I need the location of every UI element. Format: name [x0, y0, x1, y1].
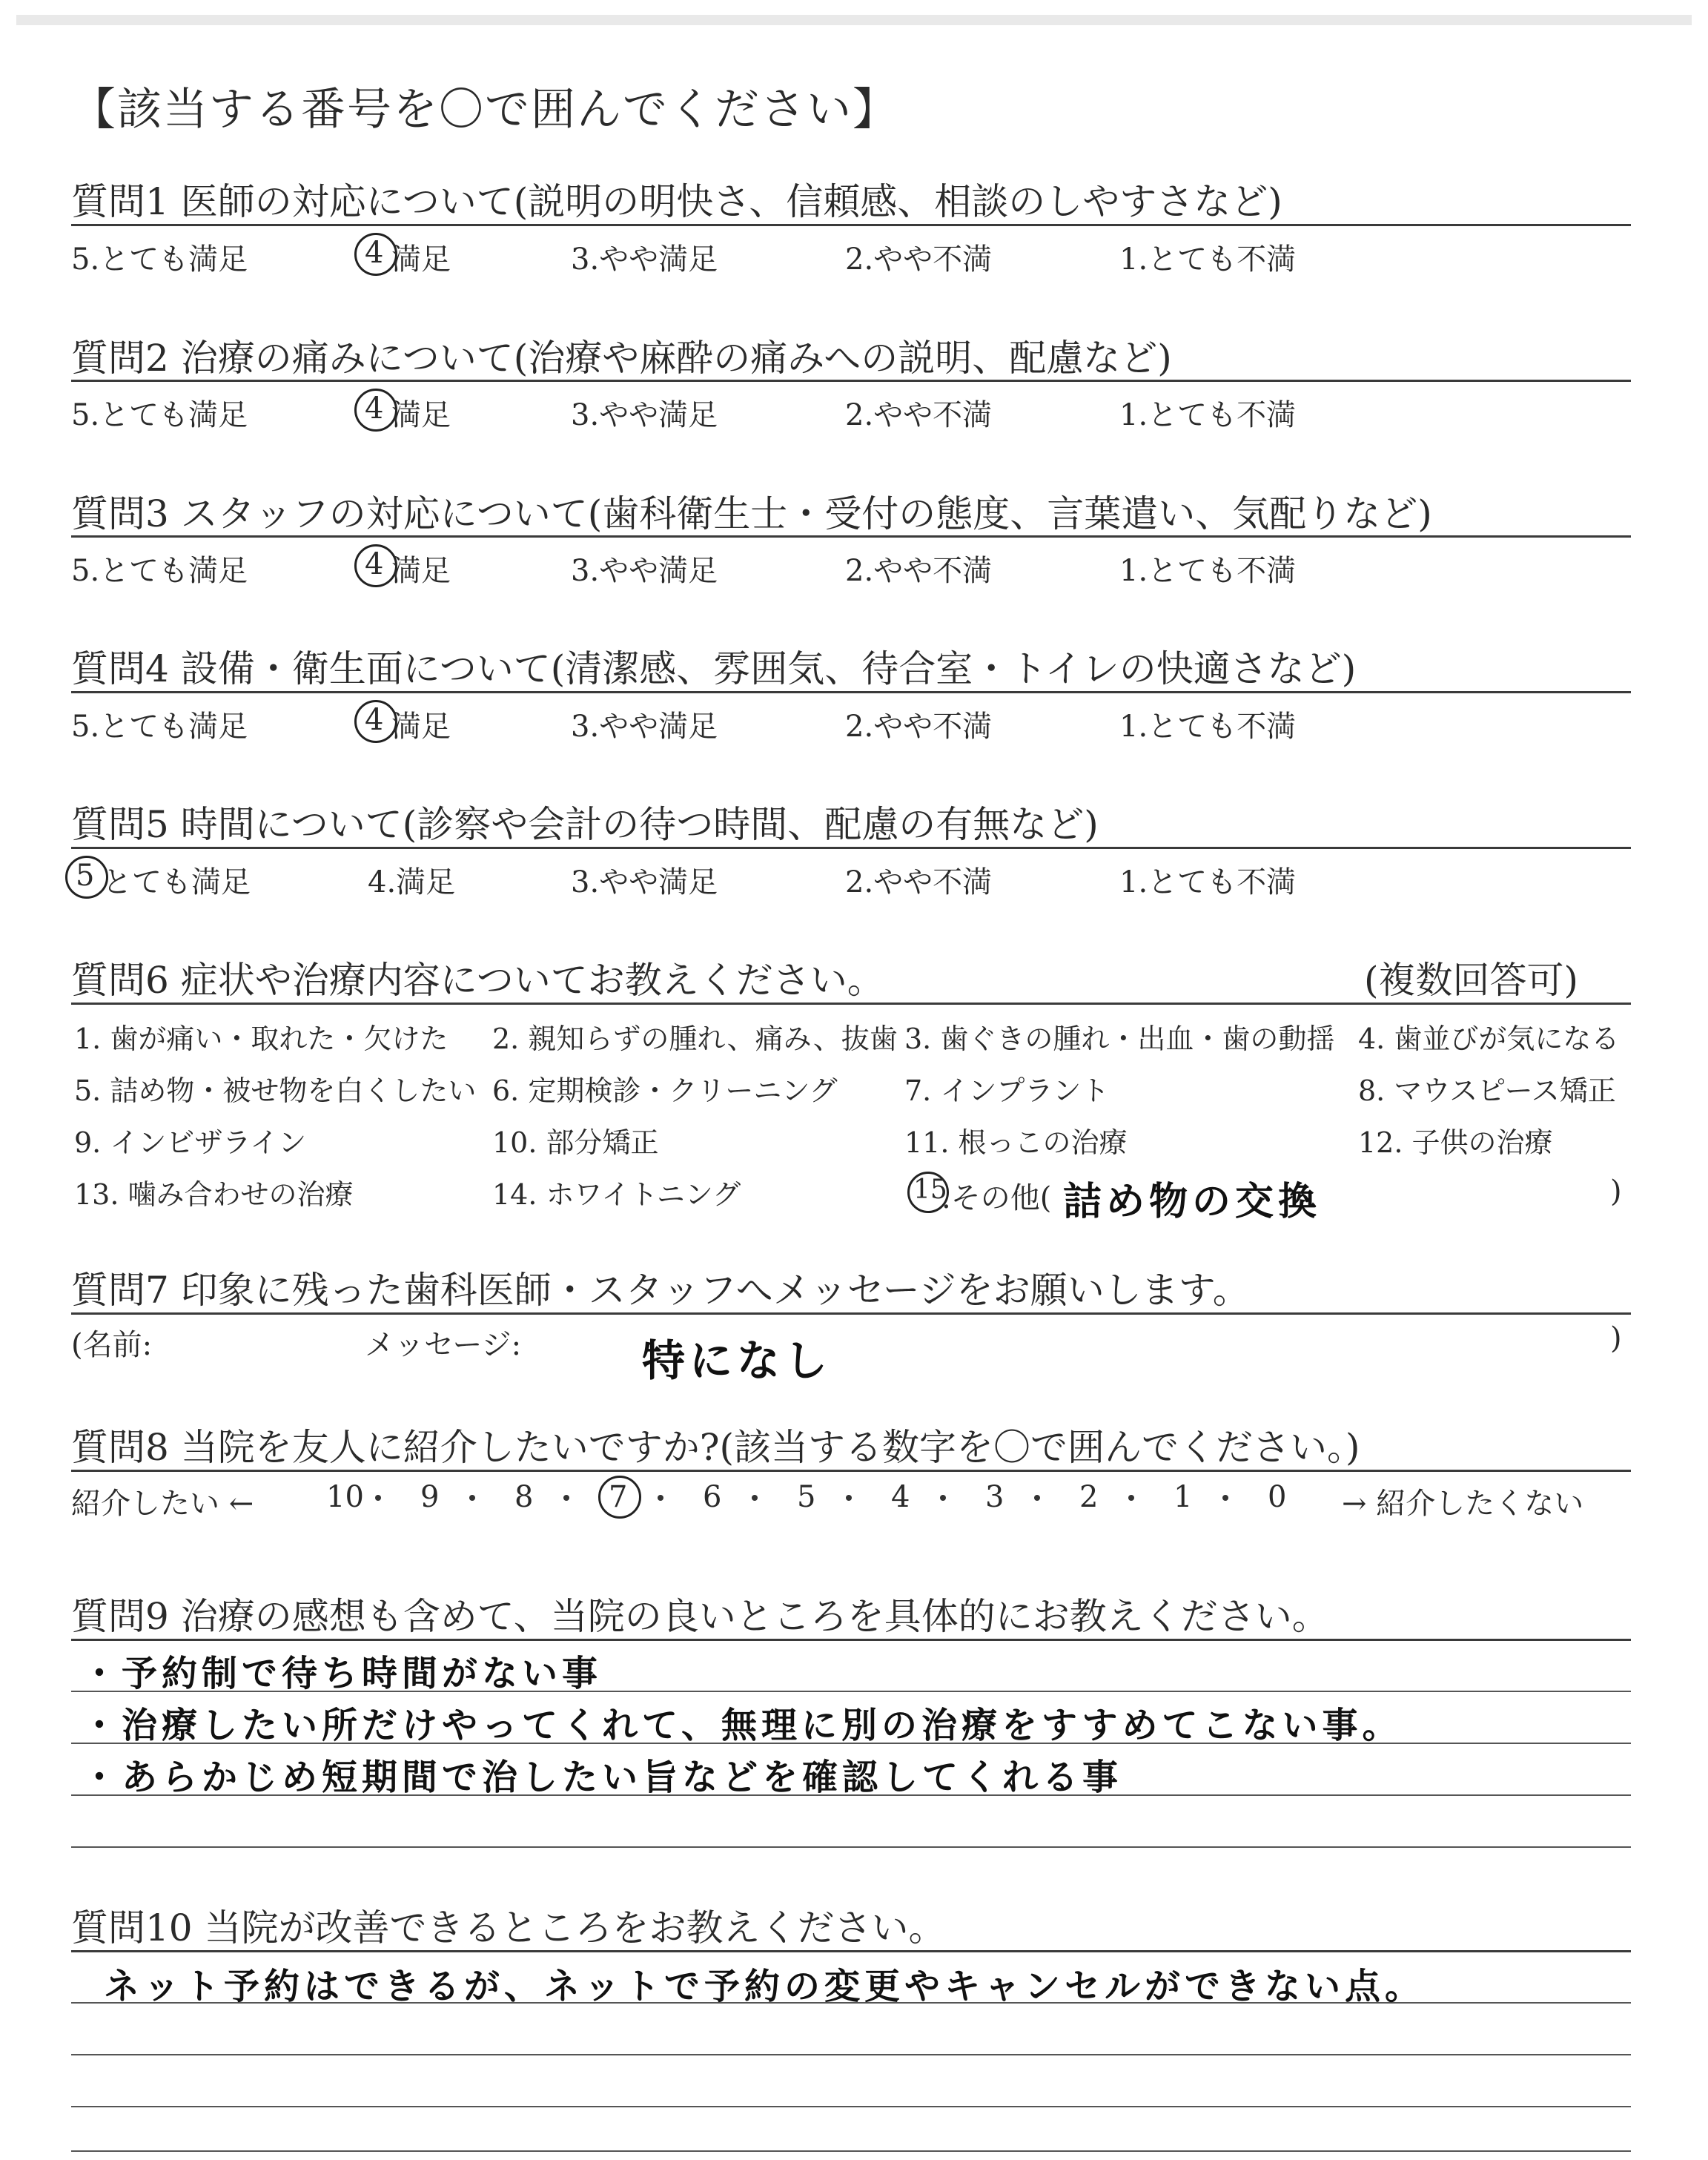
question-8-scale-dot [469, 1495, 475, 1501]
question-6-item-10: 10. 部分矯正 [492, 1126, 659, 1159]
question-9-title: 質問9 治療の感想も含めて、当院の良いところを具体的にお教えください。 [71, 1595, 1329, 1638]
question-10-rule [71, 1950, 1631, 1952]
question-8-scale-8: 8 [514, 1480, 534, 1514]
question-10-title: 質問10 当院が改善できるところをお教えください。 [71, 1906, 946, 1949]
question-3-title: 質問3 スタッフの対応について(歯科衛生士・受付の態度、言葉遣い、気配りなど) [71, 492, 1432, 535]
question-6-item-2: 2. 親知らずの腫れ、痛み、抜歯 [492, 1023, 898, 1055]
question-5-rule [71, 847, 1631, 849]
question-7-name-label: (名前: [71, 1328, 153, 1362]
q3-option-2: 2.やや不満 [845, 554, 993, 588]
question-6-title: 質問6 症状や治療内容についてお教えください。 [71, 959, 884, 1002]
q1-option-1: 1.とても不満 [1119, 242, 1297, 277]
question-8-scale-3: 3 [985, 1480, 1004, 1514]
question-9-rule [71, 1639, 1631, 1641]
q5-option-4: 4.満足 [368, 865, 456, 899]
question-6-note: (複数回答可) [1364, 959, 1579, 1002]
question-8-scale-dot [658, 1495, 663, 1501]
q3-option-4: 満足 [391, 554, 451, 588]
question-8-scale-dot [563, 1495, 569, 1501]
q1-option-3: 3.やや満足 [571, 242, 718, 277]
q5-option-5: とても満足 [102, 865, 251, 899]
question-8-selection-circle [598, 1476, 641, 1519]
question-6-rule [71, 1003, 1631, 1005]
question-6-other-number: 15 [913, 1175, 947, 1205]
question-8-scale-5: 5 [797, 1480, 816, 1514]
question-8-scale-dot [846, 1495, 852, 1501]
question-8-scale-0: 0 [1268, 1480, 1287, 1514]
question-10-line-3 [71, 2106, 1631, 2107]
question-8-scale-10: 10 [326, 1480, 364, 1514]
question-6-item-7: 7. インプラント [904, 1074, 1110, 1107]
q4-selected-number: 4 [365, 703, 384, 737]
question-6-item-1: 1. 歯が痛い・取れた・欠けた [74, 1023, 448, 1055]
question-6-item-13: 13. 噛み合わせの治療 [74, 1178, 354, 1211]
q2-option-3: 3.やや満足 [571, 398, 718, 432]
question-2-rule [71, 380, 1631, 382]
question-8-left-label: 紹介したい ← [71, 1487, 254, 1521]
question-6-item-14: 14. ホワイトニング [492, 1178, 741, 1211]
q3-option-3: 3.やや満足 [571, 554, 718, 588]
q2-option-1: 1.とても不満 [1119, 398, 1297, 432]
question-8-scale-dot [1222, 1495, 1228, 1501]
question-8-scale-7: 7 [609, 1480, 628, 1514]
q2-option-2: 2.やや不満 [845, 398, 993, 432]
q1-option-2: 2.やや不満 [845, 242, 993, 277]
question-6-other-close: ) [1610, 1175, 1622, 1209]
q1-option-5: 5.とても満足 [71, 242, 248, 277]
question-8-title: 質問8 当院を友人に紹介したいですか?(該当する数字を〇で囲んでください。) [71, 1426, 1360, 1469]
question-2-title: 質問2 治療の痛みについて(治療や麻酔の痛みへの説明、配慮など) [71, 337, 1172, 380]
question-8-scale-1: 1 [1174, 1480, 1193, 1514]
q2-selected-number: 4 [365, 392, 384, 426]
question-9-answer-3: ・あらかじめ短期間で治したい旨などを確認してくれる事 [82, 1757, 1123, 1798]
question-8-scale-9: 9 [420, 1480, 440, 1514]
question-8-scale-dot [940, 1495, 946, 1501]
question-7-rule [71, 1312, 1631, 1315]
q2-option-4: 満足 [391, 398, 451, 432]
q4-option-5: 5.とても満足 [71, 710, 248, 744]
question-4-rule [71, 691, 1631, 693]
q4-option-3: 3.やや満足 [571, 710, 718, 744]
question-8-right-label: → 紹介したくない [1342, 1487, 1584, 1521]
question-8-scale-4: 4 [891, 1480, 910, 1514]
q5-selected-number: 5 [76, 859, 95, 893]
question-7-close: ) [1610, 1321, 1622, 1355]
question-8-scale-dot [375, 1495, 381, 1501]
q4-option-1: 1.とても不満 [1119, 710, 1297, 744]
question-1-title: 質問1 医師の対応について(説明の明快さ、信頼感、相談のしやすさなど) [71, 180, 1282, 223]
page-top-edge [16, 15, 1692, 25]
question-8-scale-dot [752, 1495, 758, 1501]
question-9-line-4 [71, 1846, 1631, 1848]
q4-option-2: 2.やや不満 [845, 710, 993, 744]
question-6-other-label: .その他( [941, 1181, 1052, 1215]
question-10-answer-1: ネット予約はできるが、ネットで予約の変更やキャンセルができない点。 [104, 1966, 1426, 2007]
page-header: 【該当する番号を〇で囲んでください】 [71, 84, 898, 136]
question-6-item-12: 12. 子供の治療 [1358, 1126, 1553, 1159]
question-6-item-11: 11. 根っこの治療 [904, 1126, 1128, 1159]
question-6-item-3: 3. 歯ぐきの腫れ・出血・歯の動揺 [904, 1023, 1335, 1055]
q5-option-2: 2.やや不満 [845, 865, 993, 899]
question-6-item-9: 9. インビザライン [74, 1126, 307, 1159]
question-4-title: 質問4 設備・衛生面について(清潔感、雰囲気、待合室・トイレの快適さなど) [71, 647, 1357, 690]
question-6-item-6: 6. 定期検診・クリーニング [492, 1074, 838, 1107]
question-10-line-2 [71, 2054, 1631, 2055]
question-8-scale-dot [1034, 1495, 1040, 1501]
question-6-item-5: 5. 詰め物・被せ物を白くしたい [74, 1074, 477, 1107]
q4-option-4: 満足 [391, 710, 451, 744]
q2-option-5: 5.とても満足 [71, 398, 248, 432]
question-9-answer-1: ・予約制で待ち時間がない事 [82, 1653, 603, 1694]
question-6-item-4: 4. 歯並びが気になる [1358, 1023, 1620, 1055]
question-7-answer: 特になし [642, 1335, 833, 1386]
question-8-scale-6: 6 [703, 1480, 722, 1514]
question-6-other-answer: 詰め物の交換 [1063, 1180, 1322, 1224]
question-6-item-8: 8. マウスピース矯正 [1358, 1074, 1616, 1107]
question-9-answer-2: ・治療したい所だけやってくれて、無理に別の治療をすすめてこない事。 [82, 1705, 1403, 1746]
question-8-scale-2: 2 [1079, 1480, 1099, 1514]
q5-option-1: 1.とても不満 [1119, 865, 1297, 899]
question-10-line-4 [71, 2150, 1631, 2152]
q1-selected-number: 4 [365, 236, 384, 270]
question-7-message-label: メッセージ: [365, 1328, 522, 1362]
question-5-title: 質問5 時間について(診察や会計の待つ時間、配慮の有無など) [71, 803, 1099, 846]
q3-selected-number: 4 [365, 547, 384, 581]
q1-option-4: 満足 [391, 242, 451, 277]
q3-option-5: 5.とても満足 [71, 554, 248, 588]
question-8-scale-dot [1128, 1495, 1134, 1501]
question-8-rule [71, 1470, 1631, 1472]
question-7-title: 質問7 印象に残った歯科医師・スタッフへメッセージをお願いします。 [71, 1269, 1250, 1312]
q3-option-1: 1.とても不満 [1119, 554, 1297, 588]
question-3-rule [71, 535, 1631, 538]
question-1-rule [71, 224, 1631, 226]
q5-option-3: 3.やや満足 [571, 865, 718, 899]
